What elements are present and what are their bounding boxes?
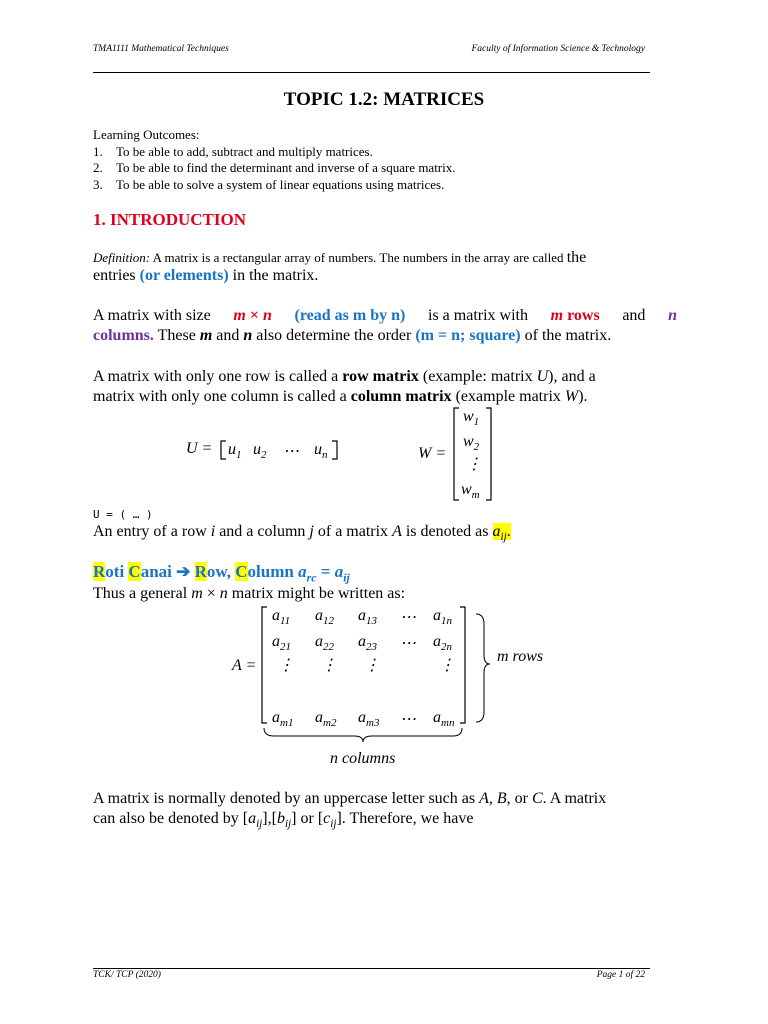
mnemonic-C2: C <box>235 562 248 581</box>
entry-j: j <box>309 523 314 540</box>
size-n3: n <box>243 327 253 344</box>
definition-entries: entries <box>93 267 140 284</box>
size-times: × <box>245 307 263 324</box>
u-matrix-lhs: U = <box>186 440 213 457</box>
matrix-entry: ⋯ <box>400 711 416 728</box>
size-square: (m = n; square) <box>415 327 521 344</box>
u-entry: ⋯ <box>283 443 299 460</box>
rowcol-p5: (example matrix <box>451 388 565 405</box>
definition-in-matrix: in the matrix. <box>228 267 319 284</box>
denote-p6: ] or [ <box>291 810 324 827</box>
matrix-entry: $a_{2n}$ <box>433 633 452 654</box>
outcome-num: 3. <box>93 177 103 193</box>
outcome-text: To be able to find the determinant and inverse of a square matrix. <box>116 160 456 176</box>
mnemonic-eq: = <box>316 562 335 581</box>
size-read-as: (read as m by n) <box>294 307 406 324</box>
w-entry: ⋮ <box>466 456 482 473</box>
outcomes-heading: Learning Outcomes: <box>93 127 200 142</box>
matrix-entry: ⋯ <box>400 609 416 626</box>
denote-c2: c <box>323 810 331 827</box>
matrix-entry: ⋮ <box>278 657 294 674</box>
section-heading: 1. INTRODUCTION <box>93 210 247 229</box>
mnemonic: Roti Canai ➔ Row, Column $a_{rc} = a_{ij}$ <box>93 562 350 585</box>
size-p1: A matrix with size <box>93 307 211 324</box>
mnemonic-R: R <box>93 562 106 581</box>
denote-line-1 <box>93 790 606 808</box>
size-m2: m <box>550 307 564 324</box>
denote-a: a <box>248 810 257 827</box>
rowcol-p1: A matrix with only one row is called a <box>93 368 343 385</box>
size-n: n <box>262 307 272 324</box>
rowcol-p4: matrix with only one column is called a <box>93 388 351 405</box>
size-m: m <box>233 307 246 324</box>
n-columns-label: n columns <box>330 750 396 767</box>
size-and2: and <box>212 327 244 344</box>
entry-p3: of a matrix <box>313 523 393 540</box>
u-entry: $u_1$ <box>228 441 242 462</box>
general-p1: Thus a general <box>93 585 192 602</box>
size-rows: rows <box>563 307 600 324</box>
w-entry: $w_1$ <box>463 408 480 429</box>
outcome-text: To be able to add, subtract and multiply matrices. <box>116 143 373 159</box>
matrix-entry: $a_{1n}$ <box>433 607 452 628</box>
size-columns: columns. <box>93 327 154 344</box>
matrix-entry: $a_{mn}$ <box>433 709 455 730</box>
arrow-icon: ➔ <box>176 562 191 581</box>
general-n: n <box>219 585 228 602</box>
rowcol-W: W <box>564 388 579 405</box>
row-matrix-term: row matrix <box>342 368 419 385</box>
header-faculty: Faculty of Information Science & Technology <box>471 44 645 54</box>
size-p5: of the matrix. <box>520 327 612 344</box>
outcome-num: 2. <box>93 160 103 176</box>
denote-p2: , or <box>506 790 532 807</box>
definition-or-elements: (or elements) <box>139 267 229 284</box>
denote-c: C <box>531 790 543 807</box>
definition-text: A matrix is a rectangular array of numbers. The numbers in the array are called <box>150 250 567 265</box>
mnemonic-anai: anai <box>140 562 177 581</box>
size-p2: is a matrix with <box>428 307 528 324</box>
footer-page: Page 1 of 22 <box>596 970 645 980</box>
denote-line-2: can also be denoted by $[a_{ij}],[b_{ij}]$ or $[c_{ij}]$. Therefore, we have <box>93 810 474 831</box>
column-matrix-term: column matrix <box>350 388 452 405</box>
matrix-entry: ⋮ <box>364 657 380 674</box>
rowcol-p6: ). <box>578 388 588 405</box>
page-title: TOPIC 1.2: MATRICES <box>283 89 485 110</box>
matrix-entry: ⋮ <box>439 657 455 674</box>
mnemonic-R2: R <box>194 562 207 581</box>
entry-aij-highlight: $a_{ij}$. <box>492 523 511 544</box>
rowcol-p3: ), and a <box>548 368 596 385</box>
entry-A: A <box>392 523 402 540</box>
matrix-entry: $a_{m3}$ <box>358 709 380 730</box>
rowcol-U: U <box>536 368 549 385</box>
general-times: × <box>202 585 220 602</box>
mnemonic-a: a <box>298 562 307 581</box>
size-p3: These <box>153 327 200 344</box>
rowcol-p2: (example: matrix <box>418 368 537 385</box>
mnemonic-ow: ow, <box>206 562 236 581</box>
denote-p3: . A matrix <box>542 790 607 807</box>
w-matrix-lhs: W = <box>418 445 447 462</box>
matrix-entry: $a_{m2}$ <box>315 709 337 730</box>
general-m: m <box>191 585 203 602</box>
matrix-entry: ⋯ <box>400 635 416 652</box>
denote-p4: can also be denoted by [ <box>93 810 249 827</box>
u-note: U = ( … ) <box>93 508 153 521</box>
matrix-entry: $a_{12}$ <box>315 607 334 628</box>
denote-p5: ],[ <box>262 810 277 827</box>
mnemonic-C: C <box>128 562 141 581</box>
denote-p7: ]. Therefore, we have <box>336 810 474 827</box>
matrix-entry: ⋮ <box>321 657 337 674</box>
denote-p1: A matrix is normally denoted by an uppercase letter such as <box>93 790 480 807</box>
entry-p1: An entry of a row <box>93 523 211 540</box>
definition-the: the <box>566 249 587 266</box>
entry-i: i <box>210 523 216 540</box>
m-rows-label: m rows <box>497 648 544 665</box>
matrix-entry: $a_{23}$ <box>358 633 377 654</box>
denote-ab: A, B <box>479 790 507 807</box>
matrix-entry: $a_{m1}$ <box>272 709 294 730</box>
outcome-num: 1. <box>93 143 103 159</box>
w-entry: $w_2$ <box>463 433 480 454</box>
footer-left: TCK/ TCP (2020) <box>93 970 161 980</box>
mnemonic-a2: a <box>334 562 344 581</box>
a-matrix-lhs: A = <box>232 657 257 674</box>
size-and: and <box>622 307 646 324</box>
matrix-entry: $a_{21}$ <box>272 633 291 654</box>
matrix-entry: $a_{22}$ <box>315 633 334 654</box>
entry-p2: and a column <box>215 523 310 540</box>
general-p2: matrix might be written as: <box>227 585 406 602</box>
definition-label: Definition: <box>93 250 151 265</box>
matrix-entry: $a_{11}$ <box>272 607 291 628</box>
size-p4: also determine the order <box>252 327 416 344</box>
outcome-text: To be able to solve a system of linear equations using matrices. <box>116 177 445 193</box>
header-course: TMA1111 Mathematical Techniques <box>93 44 229 54</box>
u-entry: $u_2$ <box>253 441 267 462</box>
denote-b: b <box>276 810 285 827</box>
entry-p4: is denoted as <box>401 523 493 540</box>
u-entry: $u_n$ <box>314 441 328 462</box>
matrix-entry: $a_{13}$ <box>358 607 377 628</box>
footer-rule <box>93 968 650 969</box>
size-m3: m <box>199 327 213 344</box>
size-n2: n <box>668 307 677 324</box>
mnemonic-oti: oti <box>105 562 129 581</box>
mnemonic-olumn: olumn <box>247 562 299 581</box>
w-entry: $w_m$ <box>461 481 480 502</box>
